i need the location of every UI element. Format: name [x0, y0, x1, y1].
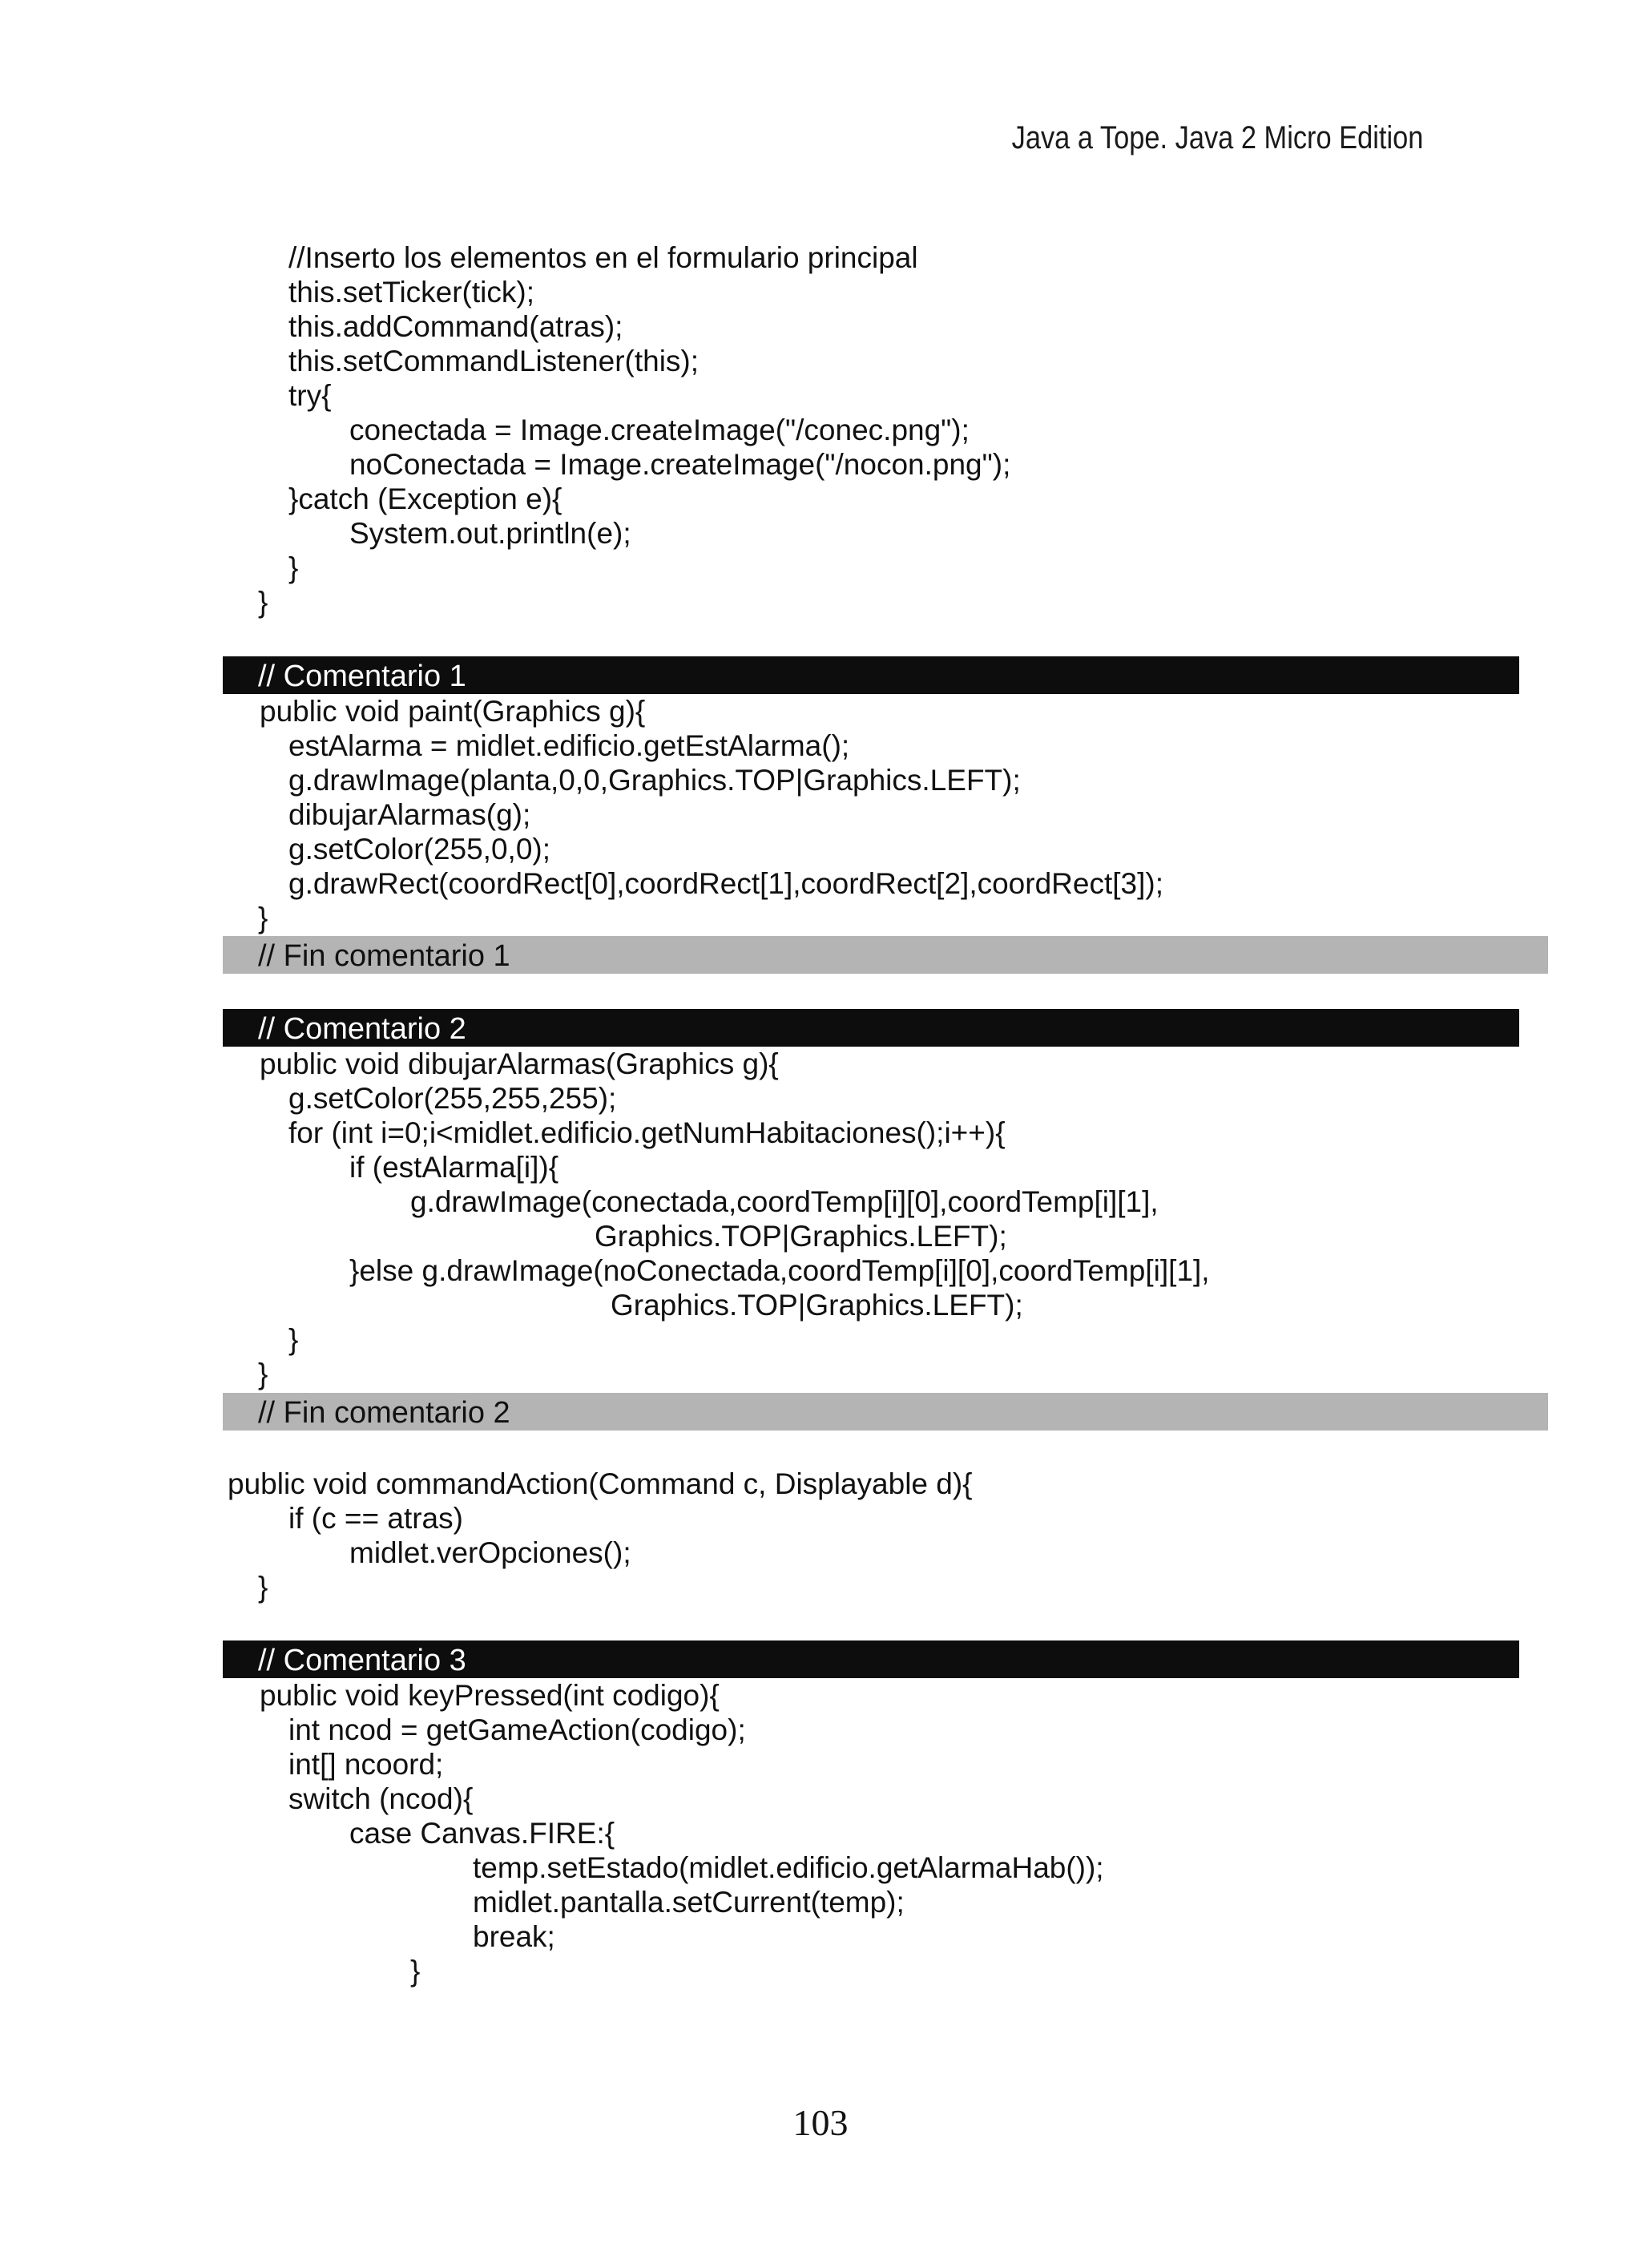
code-line: this.setCommandListener(this); [288, 345, 700, 377]
code-line: Graphics.TOP|Graphics.LEFT); [611, 1289, 1023, 1322]
code-line: } [258, 1358, 268, 1390]
code-line: int ncod = getGameAction(codigo); [288, 1713, 746, 1746]
code-line: dibujarAlarmas(g); [288, 798, 531, 831]
code-line: } [410, 1955, 421, 1988]
code-line: this.addCommand(atras); [288, 310, 623, 343]
code-line: System.out.println(e); [349, 517, 631, 550]
code-line: public void commandAction(Command c, Displayable d){ [228, 1467, 973, 1500]
code-line: try{ [288, 379, 332, 412]
code-line: g.drawImage(planta,0,0,Graphics.TOP|Graphics.LEFT); [288, 764, 1021, 797]
code-line: //Inserto los elementos en el formulario principal [288, 241, 918, 274]
code-line: noConectada = Image.createImage("/nocon.png"); [349, 448, 1011, 481]
code-line: midlet.pantalla.setCurrent(temp); [473, 1886, 905, 1919]
code-line: }catch (Exception e){ [288, 482, 562, 515]
code-line: g.drawImage(conectada,coordTemp[i][0],coordTemp[i][1], [410, 1185, 1159, 1218]
comment-band-start-3: // Comentario 3 [223, 1640, 1519, 1678]
page-number: 103 [792, 2102, 849, 2143]
code-line: this.setTicker(tick); [288, 276, 534, 309]
code-line: public void keyPressed(int codigo){ [260, 1679, 720, 1712]
running-header: Java a Tope. Java 2 Micro Edition [1011, 120, 1423, 155]
code-line: midlet.verOpciones(); [349, 1536, 631, 1569]
comment-band-end-2: // Fin comentario 2 [223, 1393, 1548, 1431]
code-line: if (estAlarma[i]){ [349, 1151, 559, 1184]
code-line: } [288, 551, 299, 584]
code-line: case Canvas.FIRE:{ [349, 1817, 615, 1850]
code-line: public void dibujarAlarmas(Graphics g){ [260, 1047, 779, 1080]
comment-band-start-2: // Comentario 2 [223, 1009, 1519, 1047]
code-line: conectada = Image.createImage("/conec.png"); [349, 414, 970, 446]
code-line: break; [473, 1920, 555, 1953]
comment-band-start-1: // Comentario 1 [223, 656, 1519, 694]
code-line: if (c == atras) [288, 1502, 463, 1535]
code-line: g.setColor(255,255,255); [288, 1082, 617, 1115]
code-line: temp.setEstado(midlet.edificio.getAlarmaHab()); [473, 1851, 1104, 1884]
code-line: switch (ncod){ [288, 1782, 474, 1815]
code-line: public void paint(Graphics g){ [260, 695, 646, 728]
code-line: } [258, 586, 268, 619]
code-line: } [258, 1571, 268, 1604]
code-line: int[] ncoord; [288, 1748, 444, 1781]
code-line: g.setColor(255,0,0); [288, 833, 551, 866]
code-line: for (int i=0;i<midlet.edificio.getNumHabitaciones();i++){ [288, 1116, 1006, 1149]
code-line: }else g.drawImage(noConectada,coordTemp[i][0],coordTemp[i][1], [349, 1254, 1210, 1287]
code-line: estAlarma = midlet.edificio.getEstAlarma(); [288, 729, 850, 762]
code-line: Graphics.TOP|Graphics.LEFT); [595, 1220, 1007, 1253]
code-line: g.drawRect(coordRect[0],coordRect[1],coordRect[2],coordRect[3]); [288, 867, 1163, 900]
code-line: } [258, 902, 268, 934]
code-line: } [288, 1323, 299, 1356]
comment-band-end-1: // Fin comentario 1 [223, 936, 1548, 974]
